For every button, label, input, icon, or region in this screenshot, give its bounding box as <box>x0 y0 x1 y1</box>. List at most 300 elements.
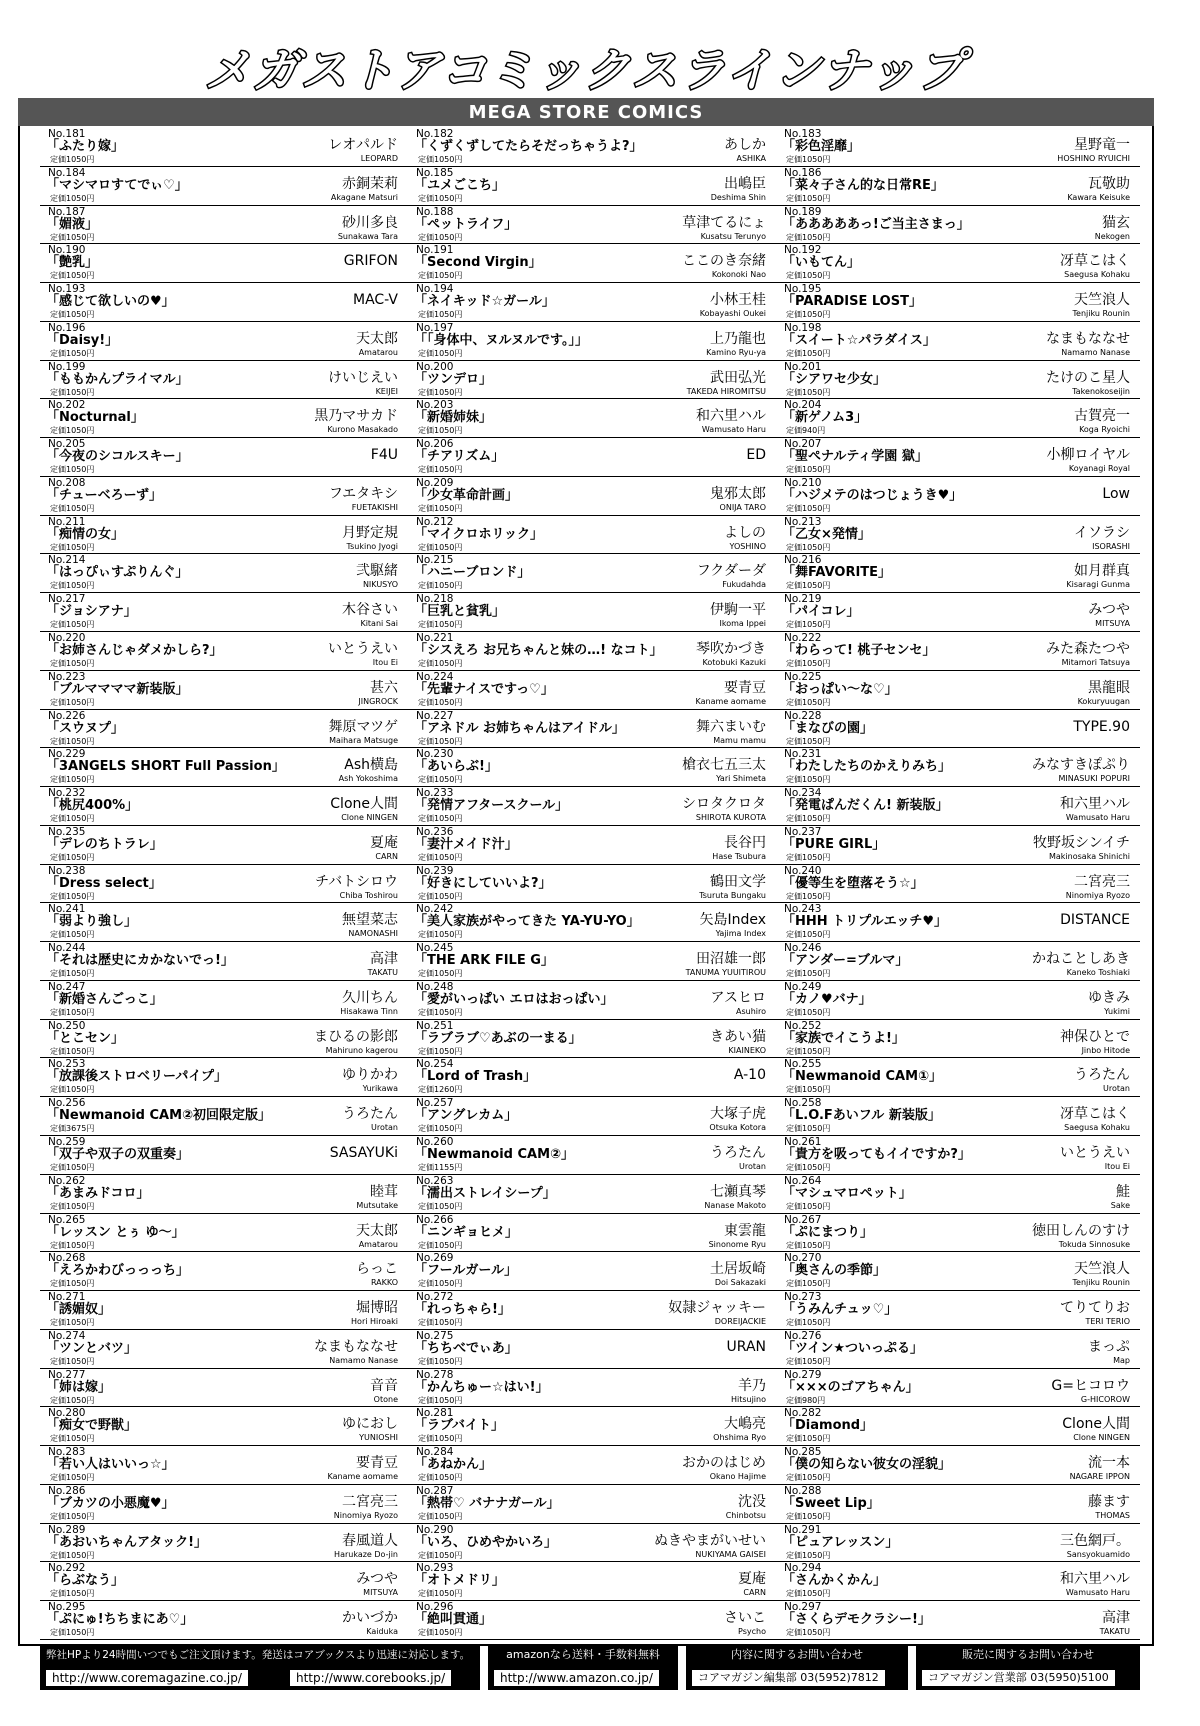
amazon-link[interactable]: http://www.amazon.co.jp/ <box>494 1670 659 1686</box>
entry-number: No.267 <box>784 1213 822 1226</box>
entry-title: 「愛がいっぱい エロはおっぱい」 <box>414 991 614 1007</box>
entry-author-romaji: ONIJA TARO <box>719 502 766 512</box>
entry-title: 「今夜のシコルスキー」 <box>46 449 189 465</box>
entry-title: 「媚液」 <box>46 216 99 232</box>
entry-title: 「お姉さんじゃダメかしら?」 <box>46 642 223 658</box>
entry-author-romaji: Ash Yokoshima <box>338 774 398 784</box>
entry-author-romaji: Tenjiku Rounin <box>1072 1278 1130 1288</box>
entry-author: F4U <box>370 447 398 464</box>
entry-number: No.222 <box>784 631 822 644</box>
entry-price: 定価1050円 <box>50 503 95 513</box>
entry-price: 定価1050円 <box>418 1395 463 1405</box>
entry-price: 定価1050円 <box>50 1201 95 1211</box>
catalog-entry <box>776 516 1140 555</box>
entry-title: 「Nocturnal」 <box>46 410 144 426</box>
catalog-entry <box>408 1175 776 1214</box>
entry-title: 「アンダー=ブルマ」 <box>782 953 909 969</box>
catalog-entry <box>40 128 408 167</box>
entry-number: No.266 <box>416 1213 454 1226</box>
entry-author-romaji: LEOPARD <box>360 154 398 163</box>
entry-number: No.276 <box>784 1329 822 1342</box>
entry-author: 和六里ハル <box>1060 1571 1130 1588</box>
entry-author: ゆにおし <box>342 1416 398 1433</box>
entry-number: No.268 <box>48 1252 86 1265</box>
entry-number: No.198 <box>784 321 822 334</box>
catalog-entry <box>408 1214 776 1253</box>
entry-price: 定価1050円 <box>418 1628 463 1638</box>
entry-author: 月野定規 <box>342 524 398 541</box>
entry-title: 「好きにしていいよ?」 <box>414 875 552 891</box>
entry-number: No.192 <box>784 244 822 257</box>
entry-author: イソラシ <box>1074 524 1130 541</box>
entry-author: G=ヒコロウ <box>1051 1377 1130 1394</box>
entry-title: 「優等生を堕落そう☆」 <box>782 875 924 891</box>
entry-title: 「美人家族がやってきた YA-YU-YO」 <box>414 914 640 930</box>
entry-number: No.230 <box>416 748 454 761</box>
catalog-entry <box>408 128 776 167</box>
entry-number: No.208 <box>48 476 86 489</box>
entry-price: 定価1050円 <box>786 658 831 668</box>
entry-title: 「感じて欲しいの♥」 <box>46 294 175 310</box>
entry-title: 「ネイキッド☆ガール」 <box>414 294 555 310</box>
entry-number: No.207 <box>784 438 822 451</box>
catalog-entry <box>40 981 408 1020</box>
coremagazine-link[interactable]: http://www.coremagazine.co.jp/ <box>46 1670 248 1686</box>
entry-number: No.233 <box>416 787 454 800</box>
entry-number: No.201 <box>784 360 822 373</box>
entry-author: URAN <box>726 1338 766 1355</box>
entry-author: 冴草こはく <box>1060 1106 1130 1123</box>
catalog-entry <box>776 593 1140 632</box>
entry-author-romaji: FUETAKISHI <box>351 502 398 512</box>
entry-author-romaji: Harukaze Do-jin <box>334 1549 398 1559</box>
catalog-entry <box>776 361 1140 400</box>
entry-author-romaji: JINGROCK <box>358 696 398 706</box>
entry-author: 奴隷ジャッキー <box>668 1300 766 1317</box>
catalog-entry <box>776 1485 1140 1524</box>
entry-number: No.272 <box>416 1291 454 1304</box>
entry-author-romaji: KEIJEI <box>375 386 398 396</box>
entry-price: 定価1050円 <box>418 193 463 203</box>
entry-author-romaji: CARN <box>375 851 398 861</box>
entry-author: いとうえい <box>1060 1144 1130 1161</box>
catalog-entry <box>408 1252 776 1291</box>
entry-author: 赤銅茉莉 <box>342 175 398 192</box>
entry-title: 「くずくずしてたらそだっちゃうよ?」 <box>414 139 643 154</box>
catalog-entry <box>40 477 408 516</box>
catalog-entry <box>776 554 1140 593</box>
entry-price: 定価1050円 <box>418 348 463 358</box>
entry-number: No.210 <box>784 476 822 489</box>
entry-price: 定価1050円 <box>786 503 831 513</box>
entry-number: No.212 <box>416 515 454 528</box>
entry-number: No.262 <box>48 1174 86 1187</box>
catalog-entry <box>40 206 408 245</box>
entry-title: 「らぶなう」 <box>46 1573 125 1589</box>
entry-author-romaji: Kawara Keisuke <box>1067 192 1130 202</box>
entry-price: 定価1050円 <box>786 1511 831 1521</box>
entry-author-romaji: Sunakawa Tara <box>337 231 398 241</box>
entry-author-romaji: HOSHINO RYUICHI <box>1057 154 1130 163</box>
entry-author: うろたん <box>342 1106 398 1123</box>
entry-author: 徳田しんのすけ <box>1032 1222 1130 1239</box>
entry-price: 定価1050円 <box>50 1240 95 1250</box>
catalog-entry <box>776 1136 1140 1175</box>
entry-author: 甚六 <box>370 679 398 696</box>
entry-number: No.295 <box>48 1601 86 1614</box>
entry-author: チバトシロウ <box>315 873 398 890</box>
entry-author: アスヒロ <box>710 989 766 1006</box>
entry-title: 「いもてん」 <box>782 255 861 271</box>
entry-price: 定価1050円 <box>418 969 463 979</box>
entry-title: 「ラブバイト」 <box>414 1418 504 1434</box>
entry-number: No.236 <box>416 825 454 838</box>
sales-inquiry-bar <box>916 1666 1140 1690</box>
entry-number: No.294 <box>784 1562 822 1575</box>
entry-number: No.270 <box>784 1252 822 1265</box>
entry-author: みつや <box>1088 602 1130 619</box>
entry-price: 定価1050円 <box>418 891 463 901</box>
entry-price: 定価1260円 <box>418 1085 463 1095</box>
catalog-entry <box>776 1407 1140 1446</box>
entry-author: 猫玄 <box>1102 214 1130 231</box>
catalog-entry <box>408 826 776 865</box>
entry-price: 定価1050円 <box>50 155 95 164</box>
entry-author-romaji: Kusatsu Terunyo <box>700 231 766 241</box>
entry-price: 定価1050円 <box>50 852 95 862</box>
catalog-entry <box>40 1291 408 1330</box>
entry-author-romaji: MINASUKI POPURI <box>1058 774 1130 784</box>
entry-number: No.247 <box>48 980 86 993</box>
entry-author: 東雲龍 <box>724 1222 766 1239</box>
entry-number: No.188 <box>416 205 454 218</box>
amazon-bar <box>488 1666 678 1690</box>
entry-author-romaji: ISORASHI <box>1092 541 1130 551</box>
catalog-entry <box>408 1485 776 1524</box>
entry-title: 「Newmanoid CAM②」 <box>414 1146 575 1162</box>
entry-author: 小林王桂 <box>710 292 766 309</box>
entry-author: 武田弘光 <box>710 369 766 386</box>
entry-title: 「3ANGELS SHORT Full Passion」 <box>46 759 285 775</box>
entry-author: Low <box>1102 485 1130 502</box>
entry-price: 定価980円 <box>786 1395 826 1405</box>
entry-price: 定価1050円 <box>786 1279 831 1289</box>
entry-title: 「それは歴史にカかないでっ!」 <box>46 953 234 969</box>
entry-title: 「ツンとバツ」 <box>46 1340 138 1356</box>
entry-price: 定価1050円 <box>786 697 831 707</box>
entry-title: 「いろ、ひめやかいろ」 <box>414 1534 558 1550</box>
entry-price: 定価1050円 <box>418 426 463 436</box>
entry-price: 定価1155円 <box>418 1162 463 1172</box>
entry-price: 定価1050円 <box>50 930 95 940</box>
entry-price: 定価1050円 <box>418 503 463 513</box>
entry-author: うろたん <box>710 1144 766 1161</box>
entry-author-romaji: Yurikawa <box>362 1084 398 1094</box>
catalog-entry <box>408 710 776 749</box>
catalog-entry <box>408 206 776 245</box>
entry-author: 矢島Index <box>699 912 766 929</box>
entry-number: No.209 <box>416 476 454 489</box>
catalog-entry <box>408 477 776 516</box>
entry-price: 定価1050円 <box>50 387 95 397</box>
entry-number: No.253 <box>48 1058 86 1071</box>
entry-title: 「フールガール」 <box>414 1263 518 1279</box>
catalog-entry <box>40 632 408 671</box>
entry-title: 「さくらデモクラシー!」 <box>782 1612 931 1628</box>
entry-number: No.245 <box>416 942 454 955</box>
entry-price: 定価1050円 <box>786 193 831 203</box>
entry-number: No.204 <box>784 399 822 412</box>
entry-title: 「おっぱい～な♡」 <box>782 681 898 697</box>
entry-title: 「ちちべでぃあ」 <box>414 1340 518 1356</box>
url-bar <box>40 1666 480 1690</box>
entry-author-romaji: Mitamori Tatsuya <box>1061 657 1130 667</box>
entry-author: Clone人間 <box>1062 1416 1130 1433</box>
entry-title: 「マイクロホリック」 <box>414 526 543 542</box>
catalog-entry <box>408 1020 776 1059</box>
entry-price: 定価1050円 <box>418 1318 463 1328</box>
catalog-entry <box>40 322 408 361</box>
entry-author-romaji: Tokuda Sinnosuke <box>1058 1239 1130 1249</box>
entry-price: 定価1050円 <box>418 232 463 242</box>
catalog-entry <box>408 1097 776 1136</box>
entry-author-romaji: Yajima Index <box>715 929 766 939</box>
entry-number: No.250 <box>48 1019 86 1032</box>
entry-author-romaji: Ikoma Ippei <box>719 619 766 629</box>
entry-title: 「乙女×発情」 <box>782 526 871 542</box>
entry-price: 定価1050円 <box>418 930 463 940</box>
entry-title: 「れっちゃら!」 <box>414 1302 511 1318</box>
catalog-entry <box>40 438 408 477</box>
sales-inquiry-label: 販売に関するお問い合わせ <box>916 1646 1140 1666</box>
catalog-entry <box>776 1020 1140 1059</box>
entry-price: 定価1050円 <box>786 1201 831 1211</box>
entry-author-romaji: Kaname aomame <box>695 696 766 706</box>
entry-price: 定価1050円 <box>418 155 463 164</box>
entry-price: 定価1050円 <box>50 1085 95 1095</box>
entry-author-romaji: Wamusato Haru <box>1065 1588 1130 1598</box>
catalog-entry <box>776 1524 1140 1563</box>
entry-price: 定価1050円 <box>786 232 831 242</box>
entry-price: 定価1050円 <box>418 852 463 862</box>
catalog-entry <box>776 322 1140 361</box>
entry-author: なまもななせ <box>1046 330 1130 347</box>
entry-author: A-10 <box>733 1067 766 1084</box>
entry-price: 定価1050円 <box>418 1356 463 1366</box>
catalog-entry <box>776 128 1140 167</box>
entry-author: 田沼雄一郎 <box>696 951 766 968</box>
entry-author: 神保ひとで <box>1060 1028 1130 1045</box>
entry-author-romaji: Yukimi <box>1104 1006 1130 1016</box>
entry-number: No.292 <box>48 1562 86 1575</box>
entry-author: 天竺浪人 <box>1074 1261 1130 1278</box>
catalog-entry <box>776 438 1140 477</box>
entry-author-romaji: Kaneko Toshiaki <box>1066 968 1130 978</box>
entry-title: 「デレのちトラレ」 <box>46 836 163 852</box>
entry-author: 小柳ロイヤル <box>1046 447 1130 464</box>
entry-author: まっぷ <box>1088 1338 1130 1355</box>
entry-author: 音音 <box>370 1377 398 1394</box>
entry-number: No.284 <box>416 1446 454 1459</box>
entry-author: ゆきみ <box>1088 989 1130 1006</box>
entry-author: いとうえい <box>328 640 398 657</box>
entry-price: 定価1050円 <box>786 1124 831 1134</box>
entry-title: 「ピュアレッスン」 <box>782 1534 899 1550</box>
entry-price: 定価1050円 <box>786 581 831 591</box>
entry-author-romaji: TERI TERIO <box>1085 1317 1130 1327</box>
entry-author-romaji: ASHIKA <box>736 154 766 163</box>
entry-title: 「シスえろ お兄ちゃんと妹の…! なコト」 <box>414 642 663 658</box>
entry-author: 上乃龍也 <box>710 330 766 347</box>
entry-price: 定価1050円 <box>50 1511 95 1521</box>
entry-author: ゆりかわ <box>342 1067 398 1084</box>
entry-author: 大塚子虎 <box>710 1106 766 1123</box>
entry-price: 定価1050円 <box>418 310 463 320</box>
entry-price: 定価1050円 <box>418 1550 463 1560</box>
entry-author: シロタクロタ <box>682 796 766 813</box>
entry-price: 定価1050円 <box>418 1473 463 1483</box>
entry-number: No.181 <box>48 128 86 140</box>
entry-author: みなすきぽぷり <box>1032 757 1130 774</box>
entry-price: 定価1050円 <box>418 1124 463 1134</box>
entry-title: 「レッスン とぅ ゆ～」 <box>46 1224 185 1240</box>
content-inquiry-tel: コアマガジン編集部 03(5952)7812 <box>692 1670 885 1686</box>
entry-title: 「ぷにまつり」 <box>782 1224 874 1240</box>
entry-author: 弐駆緒 <box>356 563 398 580</box>
entry-author: MAC-V <box>353 292 398 309</box>
entry-author-romaji: Kaname aomame <box>327 1472 398 1482</box>
entry-title: 「ペットライフ」 <box>414 216 518 232</box>
entry-title: 「さんかくかん」 <box>782 1573 887 1589</box>
entry-price: 定価1050円 <box>786 969 831 979</box>
entry-title: 「オトメドリ」 <box>414 1573 505 1589</box>
entry-title: 「Lord of Trash」 <box>414 1069 537 1085</box>
entry-title: 「ジョシアナ」 <box>46 604 137 620</box>
entry-number: No.215 <box>416 554 454 567</box>
entry-author: 夏庵 <box>370 834 398 851</box>
entry-author-romaji: Ohshima Ryo <box>713 1433 766 1443</box>
entry-author-romaji: Fukudahda <box>722 580 766 590</box>
entry-number: No.251 <box>416 1019 454 1032</box>
entry-author-romaji: Mutsutake <box>356 1200 398 1210</box>
entry-price: 定価1050円 <box>786 1318 831 1328</box>
entry-price: 定価1050円 <box>786 736 831 746</box>
entry-price: 定価1050円 <box>50 1318 95 1328</box>
entry-title: 「艶乳」 <box>46 255 99 271</box>
catalog-entry <box>408 903 776 942</box>
entry-number: No.242 <box>416 903 454 916</box>
entry-author: かいづか <box>342 1610 398 1627</box>
entry-title: 「濡出ストレイシープ」 <box>414 1185 556 1201</box>
catalog-entry <box>408 244 776 283</box>
corebooks-link[interactable]: http://www.corebooks.jp/ <box>290 1670 451 1686</box>
catalog-entry <box>40 1252 408 1291</box>
entry-price: 定価1050円 <box>50 736 95 746</box>
catalog-entry <box>40 1058 408 1097</box>
entry-author: まひるの影郎 <box>314 1028 398 1045</box>
catalog-entry <box>40 1136 408 1175</box>
entry-price: 定価1050円 <box>786 1162 831 1172</box>
catalog-entry <box>40 283 408 322</box>
entry-author-romaji: Urotan <box>1103 1084 1130 1094</box>
entry-author: てりてりお <box>1060 1300 1130 1317</box>
entry-title: 「双子や双子の双重奏」 <box>46 1146 190 1162</box>
entry-price: 定価1050円 <box>50 620 95 630</box>
entry-number: No.191 <box>416 244 454 257</box>
catalog-entry <box>776 981 1140 1020</box>
entry-author: 藤ます <box>1088 1493 1130 1510</box>
catalog-entry <box>40 1562 408 1601</box>
entry-price: 定価1050円 <box>786 1589 831 1599</box>
entry-title: 「聖ペナルティ学園 獄」 <box>782 449 928 465</box>
entry-price: 定価1050円 <box>418 271 463 281</box>
entry-author-romaji: Nanase Makoto <box>704 1200 766 1210</box>
entry-number: No.263 <box>416 1174 454 1187</box>
entry-author: 槍衣七五三太 <box>682 757 766 774</box>
entry-title: 「チューベろーず」 <box>46 487 162 503</box>
entry-author-romaji: Asuhiro <box>735 1006 766 1016</box>
sales-inquiry-tel: コアマガジン営業部 03(5950)5100 <box>922 1670 1115 1686</box>
entry-number: No.195 <box>784 283 822 296</box>
entry-number: No.291 <box>784 1523 822 1536</box>
entry-author: 春風道人 <box>342 1532 398 1549</box>
entry-price: 定価1050円 <box>786 310 831 320</box>
entry-number: No.223 <box>48 670 86 683</box>
entry-author-romaji: TAKATU <box>1099 1627 1130 1637</box>
entry-price: 定価1050円 <box>418 1007 463 1017</box>
entry-author: 天太郎 <box>356 1222 398 1239</box>
entry-title: 「熱帯♡ バナナガール」 <box>414 1495 560 1511</box>
entry-author: フエタキシ <box>328 485 398 502</box>
entry-number: No.193 <box>48 283 86 296</box>
catalog-entry <box>408 787 776 826</box>
entry-author-romaji: Doi Sakazaki <box>714 1278 766 1288</box>
entry-number: No.252 <box>784 1019 822 1032</box>
catalog-entry <box>40 903 408 942</box>
entry-author-romaji: Jinbo Hitode <box>1081 1045 1130 1055</box>
entry-title: 「L.O.Fあいフル 新装版」 <box>782 1108 941 1124</box>
entry-number: No.261 <box>784 1135 822 1148</box>
entry-title: 「痴女で野獣」 <box>46 1418 138 1434</box>
catalog-entry <box>776 632 1140 671</box>
entry-price: 定価1050円 <box>50 581 95 591</box>
catalog-entry <box>40 942 408 981</box>
entry-author-romaji: Kamino Ryu-ya <box>706 347 766 357</box>
entry-author-romaji: Itou Ei <box>1104 1161 1130 1171</box>
entry-author: 黒龍眼 <box>1088 679 1130 696</box>
catalog-entry <box>40 1020 408 1059</box>
entry-author: 伊駒一平 <box>710 602 766 619</box>
entry-price: 定価1050円 <box>50 775 95 785</box>
catalog-entry <box>776 865 1140 904</box>
entry-title: 「彩色淫靡」 <box>782 139 861 154</box>
entry-author-romaji: SHIROTA KUROTA <box>695 813 766 823</box>
catalog-entry <box>40 516 408 555</box>
entry-number: No.288 <box>784 1484 822 1497</box>
entry-author: 睦茸 <box>370 1183 398 1200</box>
catalog-entry <box>40 244 408 283</box>
entry-price: 定価1050円 <box>418 658 463 668</box>
entry-author-romaji: Chiba Toshirou <box>339 890 398 900</box>
entry-author-romaji: Makinosaka Shinichi <box>1049 851 1130 861</box>
entry-title: 「ニンギョヒメ」 <box>414 1224 519 1240</box>
entry-number: No.183 <box>784 128 822 140</box>
catalog-entry <box>408 1291 776 1330</box>
entry-price: 定価1050円 <box>786 1356 831 1366</box>
entry-author-romaji: Kitani Sai <box>360 619 398 629</box>
entry-title: 「PARADISE LOST」 <box>782 294 922 310</box>
entry-author-romaji: DOREIJACKIE <box>714 1317 766 1327</box>
